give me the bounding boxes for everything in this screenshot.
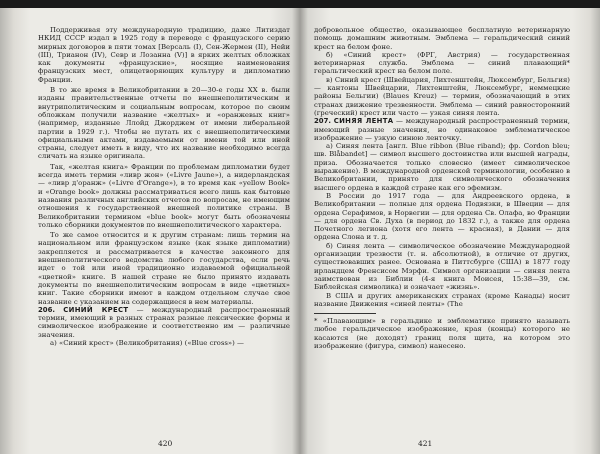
left-page-text xyxy=(38,26,290,347)
entry-title: СИНИЙ КРЕСТ xyxy=(63,305,129,314)
page-number: 420 xyxy=(158,439,173,448)
entry-206-heading xyxy=(38,306,290,339)
paragraph: а) Синяя лента [англ. Blue ribbon (Blue riband); фр. Cordon bleu; шв. Blåbandet] — символ высшего достоинства или высшей награды, приза. Обозначается только словесно (имеет символическое выражение). В международной орденской терминологии, особенно в Великобритании, принято для символического обозначения высшего ордена в каждой стране как его эфемизм. xyxy=(314,142,570,192)
paragraph: Так, «желтая книга» Франции по проблемам дипломатии будет всегда иметь термин «ливр жон» («Livre Jaune»), а нидерландская — «ливр д'оранж» («Livre d'Orange»), в то время как «yellow Book» и «Orange book» должны рассматриваться всего лишь как бытовые названия различных английских отчетов по вопросам, не имеющим отношения к государственной внешней политике страны. В Великобритании термином «blue book» могут быть обозначены только сборники документов по внешнеполитического характера. xyxy=(38,162,290,229)
page-number: 421 xyxy=(418,439,433,448)
right-page-text xyxy=(314,26,570,350)
entry-definition: — международный распространенный термин, имеющий разные значения, но одинаковое эмблематическое изображение — узкую синюю ленточку. xyxy=(314,117,570,142)
paragraph: В России до 1917 года — для Андреевского ордена, в Великобритании — полные для ордена Подвязки, в Швеции — для ордена Серафимов, в Норвегии — для ордена Св. Олафа, во Франции — для ордена Св. Духа (в период до 1832 г.), а также для ордена Почетного легиона (хотя его лента — красная), в Дании — для ордена Слона и т. д. xyxy=(314,191,570,242)
right-page xyxy=(300,8,600,454)
paragraph: добровольное общество, оказывающее бесплатную ветеринарную помощь домашним животным. Эмблема — геральдический синий крест на белом фоне. xyxy=(314,26,570,51)
entry-number: 206. xyxy=(38,305,56,314)
paragraph: Поддерживая эту международную традицию, даже Литиздат НКИД СССР издал в 1925 году в переводе с французского серию мирных договоров в пяти томах [Версаль (I), Сен-Жермен (II), Нейи (III), Трианон (IV), Севр и Лозанна (V)] в ярких желтых обложках как документы «французские», носящие наименования французских мест, олицетворяющих культуру и дипломатию Франции. xyxy=(38,26,290,84)
entry-number: 207. xyxy=(314,117,332,126)
paragraph: в) Синий крест (Швейцария, Лихтенштейн, Люксембург, Бельгия) — кантоны Швейцарии, Лихтенштейн, Люксембург, неммецкие районы Бельгии) (Blaues Kreuz) — термин, обозначающий в этих странах движение трезвенности. Эмблема — синий равносторонний (греческий) крест или часто — узкая синяя лента. xyxy=(314,75,570,117)
entry-definition: — международный распространенный термин, имеющий в разных странах разные лексические формы и символическое изображение и соответственно им — различные значения. xyxy=(38,305,290,339)
footnote: * «Плавающим» в геральдике и эмблематике принято называть любое геральдическое изображение, края (концы) которого не касаются (не доходят) границ поля щита, на котором это изображение (фигура, символ) нанесено. xyxy=(314,317,570,350)
paragraph: В то же время в Великобритании в 20—30-е годы XX в. были изданы правительственные отчеты по внешнеполитическим и внутриполитическим и социальным вопросам, которое по своим обложкам получили название «желтых» и «оранжевых книг» (например, изданные Ллойд Джорджем от имени либеральной партии в 1929 г.). Чтобы не путать их с внешнеполитическими официальными актами, издаваемыми от имени той или иной страны, следует иметь в виду, что их название необходимо всегда сличать на языке оригинала. xyxy=(38,86,290,161)
paragraph: То же самое относится и к другим странам: лишь термин на национальном или французском языке (как языке дипломатии) закрепляется и рассматривается в качестве законного для внешнеполитического ведомства любого государства, если речь идет о той или иной традиционно издаваемой официальной «цветной» книге. В нашей стране не было принято издавать документы по внешнеполитическим вопросам в виде «цветных» книг. Такие сборники имеют в каждом отдельном случае свое название с указанием на содержащиеся в нем материалы. xyxy=(38,231,290,306)
paragraph: б) «Синий крест» (ФРГ, Австрия) — государственная ветеринарная служба. Эмблема — синий плавающий* геральтический крест на белом поле. xyxy=(314,50,570,76)
footnote-divider xyxy=(314,313,376,314)
left-page xyxy=(0,8,300,454)
entry-207-heading xyxy=(314,117,570,142)
paragraph: б) Синяя лента — символическое обозначение Международной организации трезвости (т. н. абсолютной), в отличие от других, существовавших ранее. Основана в Питтсбурге (США) в 1877 году ирландцем Френсисом Мэрфи. Символ организации — синяя лента заимствован из Библии (4-я книга Моисея, 15:38—39, см. Библейская символика) и означает «жизнь». xyxy=(314,241,570,292)
paragraph: В США и других американских странах (кроме Канады) носит название Движения «синей ленты» (The xyxy=(314,291,570,308)
paragraph: а) «Синий крест» (Великобритания) («Blue cross») — xyxy=(50,338,244,347)
entry-title: СИНЯЯ ЛЕНТА xyxy=(333,117,394,126)
